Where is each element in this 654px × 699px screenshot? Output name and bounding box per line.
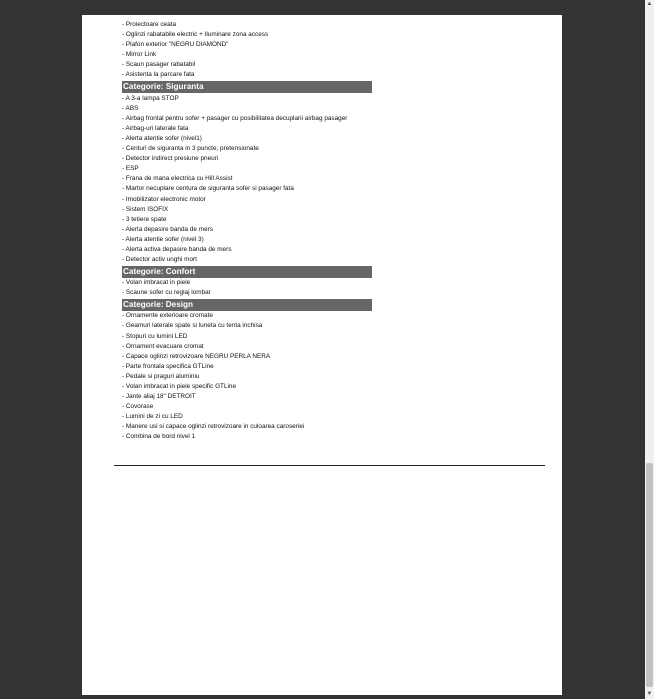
- scroll-down-arrow-icon[interactable]: ▼: [646, 691, 653, 697]
- list-item: - Volan imbracat in piele specific GTLine: [122, 383, 237, 390]
- list-item: - Airbag-uri laterale fata: [122, 124, 189, 132]
- list-item: - Covorase: [122, 403, 154, 411]
- list-item: - Stopuri cu lumini LED: [122, 332, 188, 340]
- list-item: - 3 tetiere spate: [122, 215, 167, 223]
- list-item: - Manere usi si capace oglinzi retrovizoare in culoarea caroseriei: [122, 423, 305, 431]
- list-item: - Detector indirect presiune pneuri: [122, 155, 219, 163]
- list-item: - Plafon exterior "NEGRU DIAMOND": [122, 41, 229, 49]
- list-item: - Volan imbracat in piele: [122, 279, 191, 287]
- document-page: [82, 15, 562, 695]
- list-item: - Pedale si praguri aluminiu: [122, 372, 200, 380]
- list-item: - Frana de mana electrica cu Hill Assist: [122, 175, 233, 183]
- list-item: - Asistenta la parcare fata: [122, 71, 195, 79]
- list-item: - Imobilizator electronic motor: [122, 195, 206, 203]
- list-item: - Ornamente exterioare cromate: [122, 312, 213, 320]
- list-item: - Ornament evacuare cromat: [122, 342, 204, 350]
- list-item: - Oglinzi rabatabile electric + Iluminare zona access: [122, 31, 269, 39]
- list-item: - Airbag frontal pentru sofer + pasager cu posibilitatea decuplarii airbag pasager: [122, 114, 348, 122]
- list-item: - Detector activ unghi mort: [122, 256, 197, 264]
- category-header: Categorie: Siguranta: [122, 81, 372, 93]
- list-item: - Combina de bord nivel 1: [122, 433, 196, 441]
- list-item: - Parte frontala specifica GTLine: [122, 362, 214, 370]
- list-item: - Alerta activa depasire banda de mers: [122, 245, 232, 253]
- list-item: - Alerta atentie sofer (nivel1): [122, 134, 202, 142]
- list-item: - Lumini de zi cu LED: [122, 413, 183, 421]
- category-header: Categorie: Design: [122, 299, 372, 311]
- list-item: - ABS: [122, 104, 139, 112]
- list-item: - Capace oglinzi retrovizoare NEGRU PERLA NERA: [122, 352, 271, 360]
- list-item: - Scaun pasager rabatabil: [122, 61, 196, 69]
- list-item: - Proiectoare ceata: [122, 21, 176, 28]
- list-item: - ESP: [122, 165, 139, 173]
- list-item: - Alerta depasire banda de mers: [122, 225, 213, 233]
- list-item: - A 3-a lampa STOP: [122, 94, 179, 102]
- list-item: - Sistem ISOFIX: [122, 205, 169, 213]
- list-item: - Jante aliaj 18" DETROIT: [122, 393, 196, 401]
- list-item: - Alerta atentie sofer (nivel 3): [122, 235, 204, 243]
- vertical-scrollbar[interactable]: [645, 0, 654, 699]
- list-item: - Geamuri laterale spate si luneta cu tenta inchisa: [122, 322, 263, 330]
- scroll-up-arrow-icon[interactable]: ▲: [646, 1, 653, 7]
- page-bottom-rule: [114, 465, 545, 466]
- category-header: Categorie: Confort: [122, 266, 372, 278]
- list-item: - Martor necuplare centura de siguranta sofer si pasager fata: [122, 185, 294, 193]
- scrollbar-thumb[interactable]: [646, 463, 653, 687]
- equipment-list: [122, 20, 372, 443]
- list-item: - Centuri de siguranta in 3 puncte, pretensionate: [122, 145, 259, 153]
- list-item: - Mirror Link: [122, 51, 157, 59]
- list-item: - Scaune sofer cu reglaj lombar: [122, 289, 211, 297]
